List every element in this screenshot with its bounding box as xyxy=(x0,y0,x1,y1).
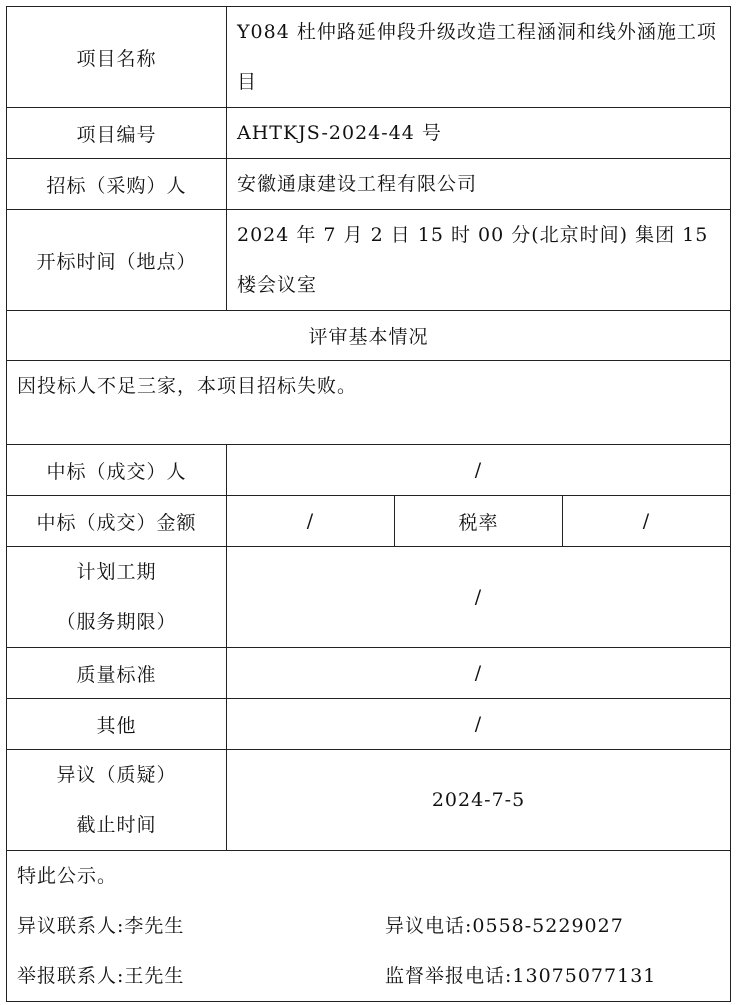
row-quality xyxy=(7,648,731,699)
period-label-line1: 计划工期 xyxy=(76,561,157,583)
open-time-label: 开标时间（地点） xyxy=(7,210,227,311)
winner-label: 中标（成交）人 xyxy=(7,445,227,496)
report-phone: 监督举报电话:13075077131 xyxy=(385,965,657,987)
quality-label: 质量标准 xyxy=(7,648,227,699)
row-footer xyxy=(7,851,731,1002)
footer-notice: 特此公示。 xyxy=(17,865,118,887)
row-objection xyxy=(7,750,731,851)
row-review-text xyxy=(7,361,731,445)
project-no-value: AHTKJS-2024-44 号 xyxy=(227,108,731,159)
row-open-time xyxy=(7,210,731,311)
objection-label-line1: 异议（质疑） xyxy=(56,764,177,786)
objection-label-line2: 截止时间 xyxy=(76,814,157,836)
other-label: 其他 xyxy=(7,699,227,750)
period-label xyxy=(7,547,227,648)
announcement-table xyxy=(6,6,731,1002)
amount-value: / xyxy=(227,496,395,547)
footer-notice-line xyxy=(17,851,730,901)
tax-value: / xyxy=(563,496,731,547)
review-text: 因投标人不足三家，本项目招标失败。 xyxy=(7,361,731,445)
row-project-name xyxy=(7,7,731,108)
row-review-header xyxy=(7,311,731,361)
row-winner xyxy=(7,445,731,496)
open-time-value: 2024 年 7 月 2 日 15 时 00 分(北京时间) 集团 15 楼会议室 xyxy=(227,210,731,311)
footer-report-line xyxy=(17,951,730,1001)
footer-objection-line xyxy=(17,901,730,951)
tenderer-value: 安徽通康建设工程有限公司 xyxy=(227,159,731,210)
tax-label: 税率 xyxy=(395,496,563,547)
row-amount xyxy=(7,496,731,547)
objection-label xyxy=(7,750,227,851)
other-value: / xyxy=(227,699,731,750)
project-name-label: 项目名称 xyxy=(7,7,227,108)
row-other xyxy=(7,699,731,750)
quality-value: / xyxy=(227,648,731,699)
tenderer-label: 招标（采购）人 xyxy=(7,159,227,210)
review-header: 评审基本情况 xyxy=(7,311,731,361)
announcement-document xyxy=(6,6,730,1002)
period-value: / xyxy=(227,547,731,648)
objection-phone: 异议电话:0558-5229027 xyxy=(385,915,624,937)
row-period xyxy=(7,547,731,648)
report-contact: 举报联系人:王先生 xyxy=(17,965,185,987)
row-project-no xyxy=(7,108,731,159)
winner-value: / xyxy=(227,445,731,496)
row-tenderer xyxy=(7,159,731,210)
project-no-label: 项目编号 xyxy=(7,108,227,159)
amount-label: 中标（成交）金额 xyxy=(7,496,227,547)
period-label-line2: （服务期限） xyxy=(56,611,177,633)
objection-deadline-value: 2024-7-5 xyxy=(227,750,731,851)
project-name-value: Y084 杜仲路延伸段升级改造工程涵洞和线外涵施工项目 xyxy=(227,7,731,108)
objection-contact: 异议联系人:李先生 xyxy=(17,915,185,937)
footer-block xyxy=(7,851,731,1002)
